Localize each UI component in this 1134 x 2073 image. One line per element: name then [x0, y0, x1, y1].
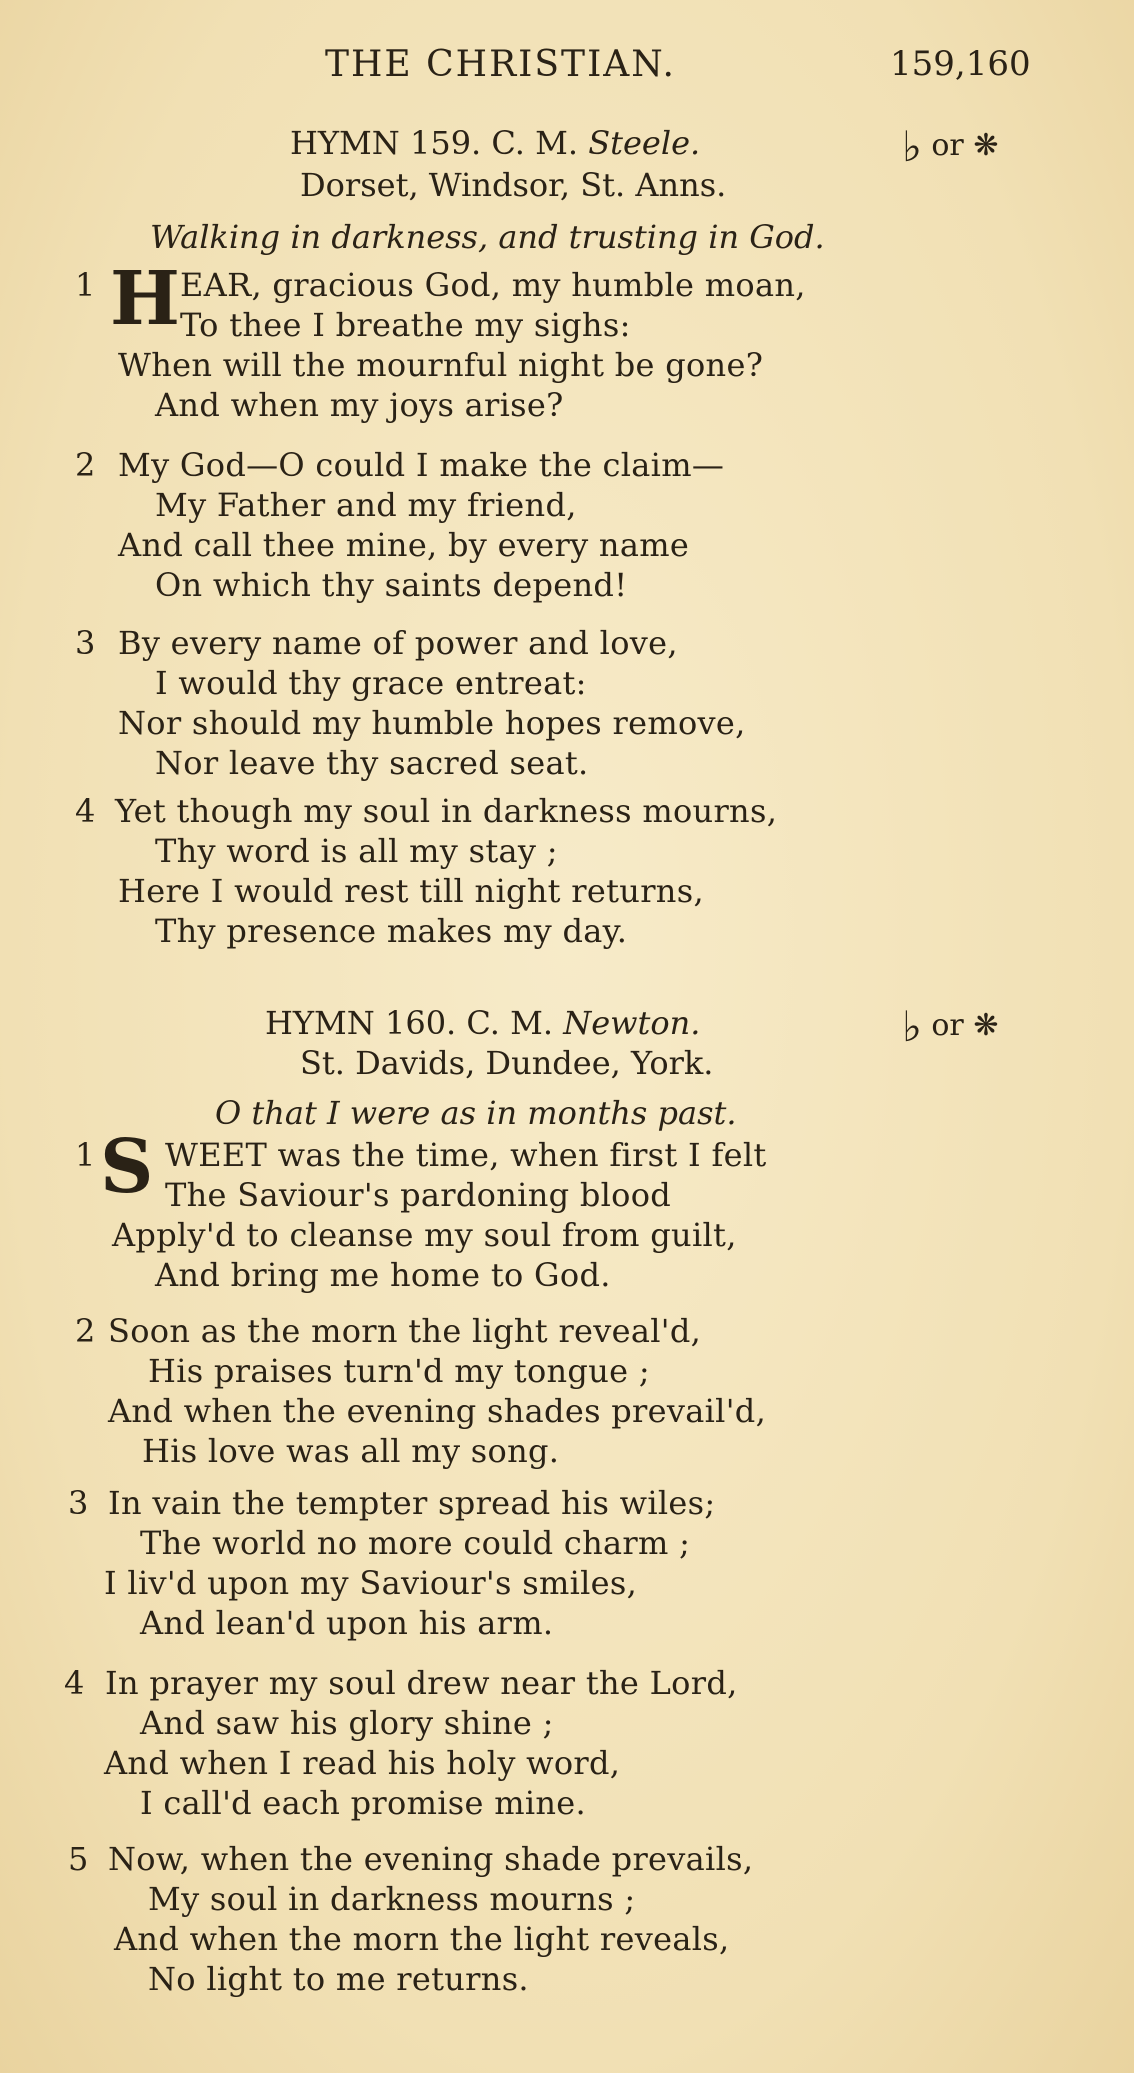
verse-line: My soul in darkness mourns ; — [148, 1880, 636, 1918]
verse-line: Yet though my soul in darkness mourns, — [115, 792, 778, 830]
running-head: THE CHRISTIAN. — [325, 44, 676, 85]
verse-line: And bring me home to God. — [155, 1256, 611, 1294]
verse-line: And lean'd upon his arm. — [140, 1604, 554, 1642]
verse-line: And when I read his holy word, — [104, 1744, 621, 1782]
page-numbers: 159,160 — [890, 44, 1031, 84]
key-signature: ♭ or ❋ — [902, 1002, 999, 1051]
ornament-icon: ❋ — [973, 128, 999, 163]
verse-line: In vain the tempter spread his wiles; — [108, 1484, 716, 1522]
verse-line: When will the mournful night be gone? — [118, 346, 764, 384]
hymn-title: HYMN 160. C. M. Newton. — [265, 1004, 701, 1042]
verse-line: And when the morn the light reveals, — [114, 1920, 730, 1958]
verse-line: I would thy grace entreat: — [155, 664, 587, 702]
verse-line: EAR, gracious God, my humble moan, — [180, 266, 806, 304]
verse-line: And when the evening shades prevail'd, — [108, 1392, 767, 1430]
verse-line: I call'd each promise mine. — [140, 1784, 587, 1822]
verse-line: In prayer my soul drew near the Lord, — [105, 1664, 738, 1702]
verse-line: My Father and my friend, — [155, 486, 577, 524]
verse-line: And when my joys arise? — [155, 386, 564, 424]
verse-line: And saw his glory shine ; — [140, 1704, 554, 1742]
verse-line: Nor should my humble hopes remove, — [118, 704, 746, 742]
stanza-number: 3 — [75, 624, 96, 662]
stanza-number: 4 — [75, 792, 96, 830]
ornament-icon: ❋ — [973, 1008, 999, 1043]
verse-line: My God—O could I make the claim— — [118, 446, 725, 484]
hymn-subtitle: Walking in darkness, and trusting in God. — [150, 218, 825, 256]
tune-names: Dorset, Windsor, St. Anns. — [300, 166, 727, 204]
flat-icon: ♭ — [902, 1002, 922, 1051]
flat-icon: ♭ — [902, 122, 922, 171]
hymn-title: HYMN 159. C. M. Steele. — [290, 124, 701, 162]
key-signature: ♭ or ❋ — [902, 122, 999, 171]
stanza-number: 1 — [75, 266, 96, 304]
stanza-number: 1 — [75, 1136, 96, 1174]
verse-line: WEET was the time, when first I felt — [165, 1136, 767, 1174]
hymn-subtitle: O that I were as in months past. — [215, 1094, 737, 1132]
drop-cap: H — [110, 256, 180, 342]
verse-line: Thy presence makes my day. — [155, 912, 628, 950]
verse-line: Now, when the evening shade prevails, — [108, 1840, 754, 1878]
verse-line: On which thy saints depend! — [155, 566, 628, 604]
stanza-number: 2 — [75, 1312, 96, 1350]
tune-names: St. Davids, Dundee, York. — [300, 1044, 714, 1082]
verse-line: The Saviour's pardoning blood — [165, 1176, 672, 1214]
verse-line: Nor leave thy sacred seat. — [155, 744, 589, 782]
stanza-number: 5 — [68, 1840, 89, 1878]
drop-cap: S — [100, 1124, 154, 1210]
verse-line: His praises turn'd my tongue ; — [148, 1352, 650, 1390]
verse-line: Thy word is all my stay ; — [155, 832, 558, 870]
verse-line: To thee I breathe my sighs: — [180, 306, 631, 344]
stanza-number: 2 — [75, 446, 96, 484]
verse-line: The world no more could charm ; — [140, 1524, 691, 1562]
stanza-number: 3 — [68, 1484, 89, 1522]
verse-line: Here I would rest till night returns, — [118, 872, 704, 910]
verse-line: Apply'd to cleanse my soul from guilt, — [112, 1216, 737, 1254]
verse-line: No light to me returns. — [148, 1960, 529, 1998]
verse-line: By every name of power and love, — [118, 624, 678, 662]
verse-line: I liv'd upon my Saviour's smiles, — [104, 1564, 638, 1602]
verse-line: His love was all my song. — [142, 1432, 560, 1470]
stanza-number: 4 — [64, 1664, 85, 1702]
verse-line: And call thee mine, by every name — [118, 526, 690, 564]
verse-line: Soon as the morn the light reveal'd, — [108, 1312, 702, 1350]
